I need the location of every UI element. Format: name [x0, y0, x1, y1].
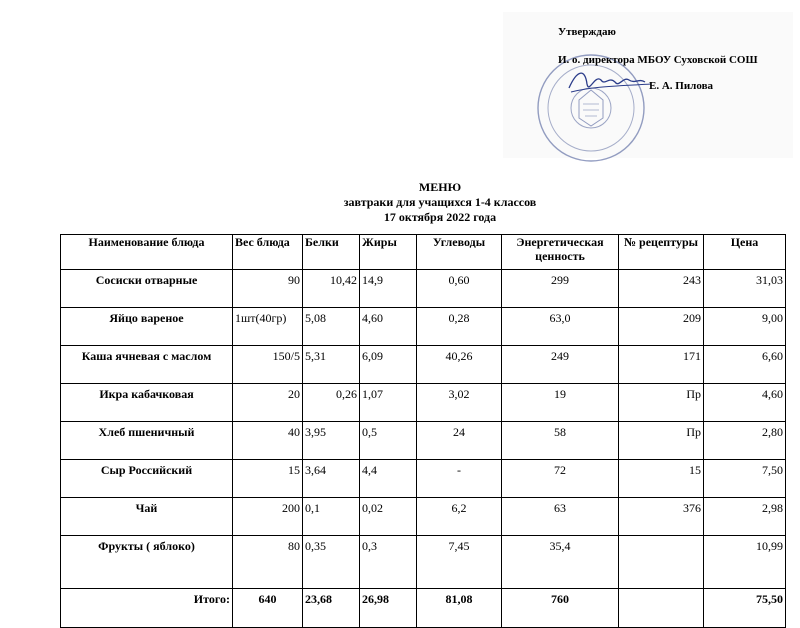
column-header-energy: Энергетическая ценность: [502, 235, 619, 270]
total-protein: 23,68: [303, 589, 360, 628]
dish-protein: 5,08: [303, 308, 360, 346]
dish-recipe: Пр: [619, 384, 704, 422]
column-header-name: Наименование блюда: [61, 235, 233, 270]
dish-protein: 3,95: [303, 422, 360, 460]
total-fat: 26,98: [360, 589, 417, 628]
dish-name: Чай: [61, 498, 233, 536]
menu-title: МЕНЮ: [418, 180, 462, 194]
dish-name: Сыр Российский: [61, 460, 233, 498]
dish-energy: 35,4: [502, 536, 619, 589]
dish-protein: 0,1: [303, 498, 360, 536]
dish-carbs: 7,45: [417, 536, 502, 589]
column-header-protein: Белки: [303, 235, 360, 270]
signature-icon: [565, 64, 655, 100]
dish-weight: 150/5: [233, 346, 303, 384]
dish-protein: 0,35: [303, 536, 360, 589]
column-header-carbs: Углеводы: [417, 235, 502, 270]
dish-name: Яйцо вареное: [61, 308, 233, 346]
table-row: [61, 422, 786, 460]
table-row: [61, 460, 786, 498]
total-recipe: [619, 589, 704, 628]
table-row: [61, 308, 786, 346]
dish-fat: 6,09: [360, 346, 417, 384]
dish-weight: 200: [233, 498, 303, 536]
dish-name: Сосиски отварные: [61, 270, 233, 308]
total-weight: 640: [233, 589, 303, 628]
dish-fat: 4,60: [360, 308, 417, 346]
approval-block: [503, 12, 793, 158]
dish-fat: 1,07: [360, 384, 417, 422]
total-label: Итого:: [61, 589, 233, 628]
dish-carbs: 0,60: [417, 270, 502, 308]
dish-carbs: -: [417, 460, 502, 498]
table-row: [61, 270, 786, 308]
dish-price: 2,80: [704, 422, 786, 460]
dish-weight: 1шт(40гр): [233, 308, 303, 346]
dish-recipe: 171: [619, 346, 704, 384]
dish-price: 6,60: [704, 346, 786, 384]
dish-recipe: 376: [619, 498, 704, 536]
dish-fat: 0,5: [360, 422, 417, 460]
dish-name: Хлеб пшеничный: [61, 422, 233, 460]
dish-price: 2,98: [704, 498, 786, 536]
dish-fat: 0,3: [360, 536, 417, 589]
total-price: 75,50: [704, 589, 786, 628]
dish-weight: 40: [233, 422, 303, 460]
dish-weight: 80: [233, 536, 303, 589]
dish-fat: 14,9: [360, 270, 417, 308]
column-header-fat: Жиры: [360, 235, 417, 270]
column-header-price: Цена: [704, 235, 786, 270]
dish-fat: 4,4: [360, 460, 417, 498]
column-header-recipe: № рецептуры: [619, 235, 704, 270]
dish-carbs: 24: [417, 422, 502, 460]
dish-energy: 58: [502, 422, 619, 460]
dish-recipe: Пр: [619, 422, 704, 460]
dish-price: 7,50: [704, 460, 786, 498]
dish-energy: 72: [502, 460, 619, 498]
dish-weight: 90: [233, 270, 303, 308]
dish-weight: 15: [233, 460, 303, 498]
dish-protein: 3,64: [303, 460, 360, 498]
approval-signer: Е. А. Пилова: [649, 80, 714, 92]
dish-energy: 249: [502, 346, 619, 384]
table-row: [61, 346, 786, 384]
table-header-row: [61, 235, 786, 270]
menu-date: 17 октября 2022 года: [383, 210, 497, 224]
approval-position: И. о. директора МБОУ Суховской СОШ: [558, 54, 758, 66]
dish-recipe: 243: [619, 270, 704, 308]
dish-carbs: 0,28: [417, 308, 502, 346]
dish-protein: 0,26: [303, 384, 360, 422]
menu-table: [60, 234, 786, 628]
dish-weight: 20: [233, 384, 303, 422]
dish-name: Икра кабачковая: [61, 384, 233, 422]
total-row: [61, 589, 786, 628]
dish-carbs: 6,2: [417, 498, 502, 536]
column-header-weight: Вес блюда: [233, 235, 303, 270]
table-row: [61, 536, 786, 589]
dish-carbs: 3,02: [417, 384, 502, 422]
dish-protein: 10,42: [303, 270, 360, 308]
dish-fat: 0,02: [360, 498, 417, 536]
table-row: [61, 384, 786, 422]
dish-recipe: 15: [619, 460, 704, 498]
dish-price: 9,00: [704, 308, 786, 346]
dish-recipe: [619, 536, 704, 589]
dish-recipe: 209: [619, 308, 704, 346]
dish-name: Фрукты ( яблоко): [61, 536, 233, 589]
total-energy: 760: [502, 589, 619, 628]
dish-energy: 299: [502, 270, 619, 308]
dish-price: 31,03: [704, 270, 786, 308]
dish-protein: 5,31: [303, 346, 360, 384]
total-carbs: 81,08: [417, 589, 502, 628]
dish-energy: 63,0: [502, 308, 619, 346]
dish-carbs: 40,26: [417, 346, 502, 384]
dish-price: 10,99: [704, 536, 786, 589]
menu-header: [0, 180, 800, 225]
table-row: [61, 498, 786, 536]
approval-title: Утверждаю: [558, 26, 616, 38]
dish-energy: 63: [502, 498, 619, 536]
menu-subtitle: завтраки для учащихся 1-4 классов: [343, 195, 537, 209]
dish-name: Каша ячневая с маслом: [61, 346, 233, 384]
dish-energy: 19: [502, 384, 619, 422]
dish-price: 4,60: [704, 384, 786, 422]
